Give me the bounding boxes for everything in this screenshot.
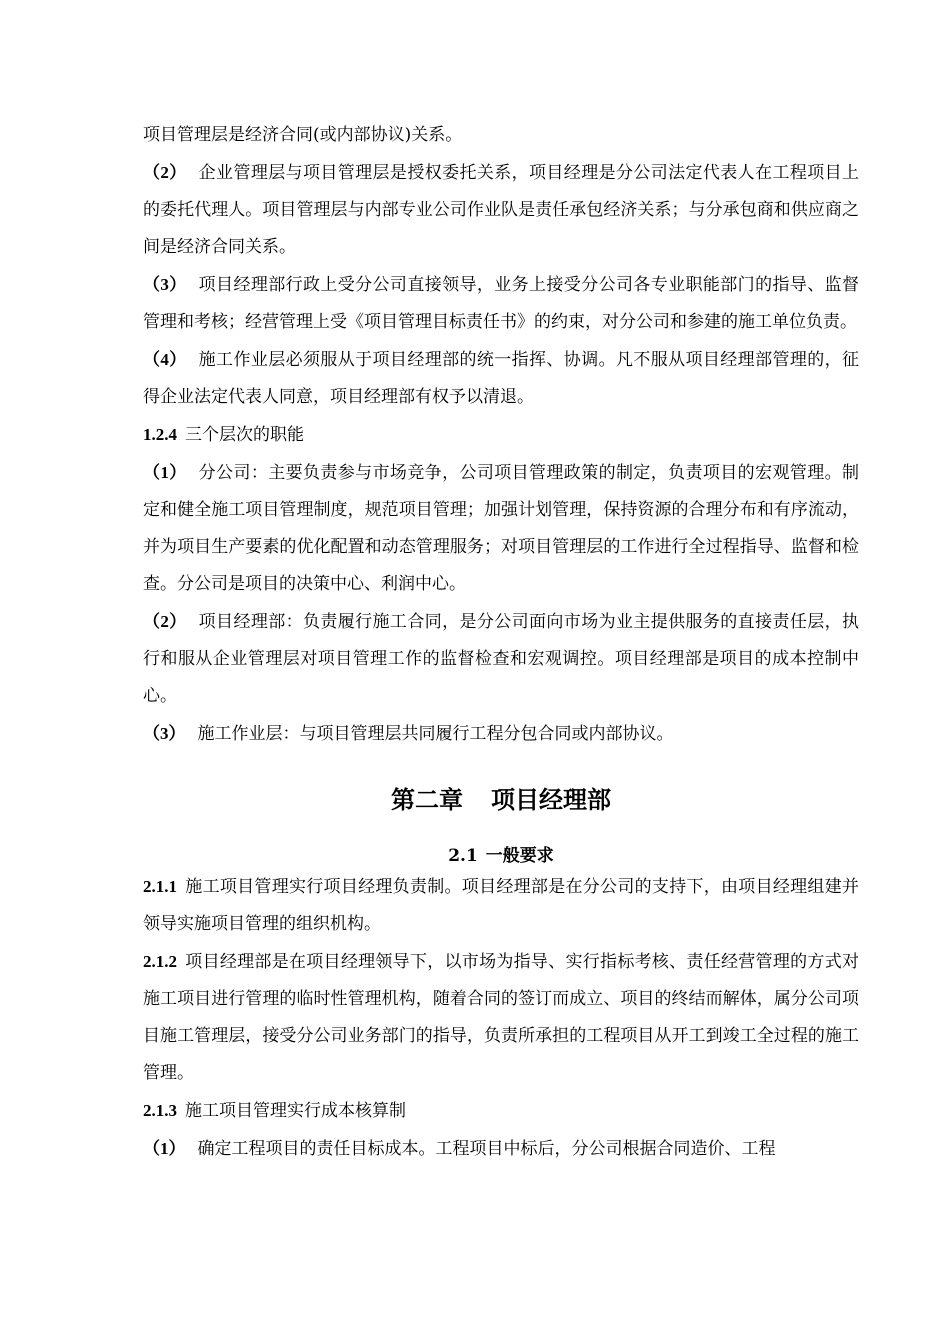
paragraph-continuation [143, 117, 859, 154]
item-text: 分公司：主要负责参与市场竞争，公司项目管理政策的制定，负责项目的宏观管理。制定和健全施工项目管理制度，规范项目管理；加强计划管理，保持资源的合理分布和有序流动，并为项目生产要素的优化配置和动态管理服务；对项目管理层的工作进行全过程指导、监督和检查。分公司是项目的决策中心、利润中心。 [143, 463, 860, 594]
list-item [143, 341, 859, 416]
item-text: 企业管理层与项目管理层是授权委托关系，项目经理是分公司法定代表人在工程项目上的委托代理人。项目管理层与内部专业公司作业队是责任承包经济关系；与分承包商和供应商之间是经济合同关系。 [143, 163, 860, 257]
section-name: 一般要求 [485, 846, 554, 866]
list-item [143, 603, 859, 715]
section-title [143, 844, 859, 868]
item-text: 施工作业层必须服从于项目经理部的统一指挥、协调。凡不服从项目经理部管理的，征得企业法定代表人同意，项目经理部有权予以清退。 [143, 350, 860, 407]
item-number: （1） [143, 1139, 186, 1158]
list-item [143, 1130, 859, 1168]
item-number: （3） [143, 724, 186, 743]
item-number: （2） [143, 163, 187, 182]
item-number: （1） [143, 463, 187, 482]
paragraph-text: 项目管理层是经济合同(或内部协议)关系。 [143, 125, 463, 145]
section-number: 2.1 [448, 846, 478, 866]
chapter-title [143, 780, 859, 820]
document-page [143, 117, 859, 1168]
list-item [143, 715, 859, 753]
clause-2-1-2 [143, 943, 859, 1092]
item-text: 项目经理部：负责履行施工合同，是分公司面向市场为业主提供服务的直接责任层，执行和服从企业管理层对项目管理工作的监督检查和宏观调控。项目经理部是项目的成本控制中心。 [143, 612, 860, 706]
clause-text: 施工项目管理实行项目经理负责制。项目经理部是在分公司的支持下，由项目经理组建并领导实施项目管理的组织机构。 [143, 877, 859, 934]
chapter-name: 项目经理部 [491, 786, 611, 814]
list-item [143, 266, 859, 341]
subsection-number: 1.2.4 [143, 425, 177, 444]
item-text: 项目经理部行政上受分公司直接领导，业务上接受分公司各专业职能部门的指导、监督管理和考核；经营管理上受《项目管理目标责任书》的约束，对分公司和参建的施工单位负责。 [143, 275, 860, 332]
item-text: 施工作业层：与项目管理层共同履行工程分包合同或内部协议。 [197, 724, 674, 744]
clause-number: 2.1.1 [143, 877, 177, 896]
item-text: 确定工程项目的责任目标成本。工程项目中标后，分公司根据合同造价、工程 [197, 1139, 776, 1159]
subsection-number: 2.1.3 [143, 1101, 177, 1120]
subsection-title: 三个层次的职能 [185, 425, 304, 445]
clause-text: 项目经理部是在项目经理领导下，以市场为指导、实行指标考核、责任经营管理的方式对施工项目进行管理的临时性管理机构，随着合同的签订而成立、项目的终结而解体，属分公司项目施工管理层，接受分公司业务部门的指导，负责所承担的工程项目从开工到竣工全过程的施工管理。 [143, 952, 859, 1083]
list-item [143, 454, 859, 603]
chapter-label: 第二章 [391, 786, 463, 814]
list-item [143, 154, 859, 266]
subsection-title: 施工项目管理实行成本核算制 [185, 1101, 406, 1121]
item-number: （2） [143, 612, 187, 631]
clause-number: 2.1.2 [143, 952, 177, 971]
clause-2-1-1 [143, 868, 859, 943]
subsection-heading-2-1-3 [143, 1092, 859, 1130]
subsection-heading-1-2-4 [143, 416, 859, 454]
item-number: （4） [143, 350, 187, 369]
item-number: （3） [143, 275, 187, 294]
